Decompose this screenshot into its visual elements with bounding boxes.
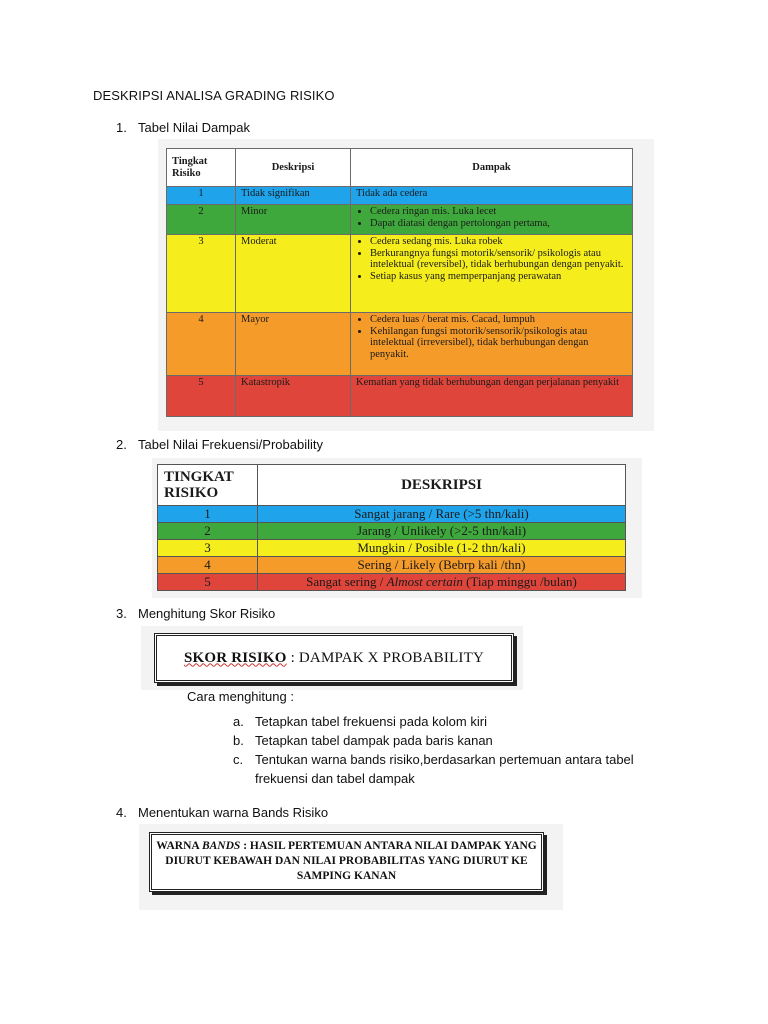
section-label: Menentukan warna Bands Risiko bbox=[138, 805, 329, 820]
cell-level: 4 bbox=[167, 313, 236, 376]
cell-description: Mungkin / Posible (1-2 thn/kali) bbox=[258, 540, 626, 557]
formula-term: SKOR RISIKO bbox=[183, 649, 287, 666]
desc-suffix: (Tiap minggu /bulan) bbox=[462, 574, 577, 589]
impact-item: • Cedera sedang mis. Luka robek bbox=[370, 236, 627, 248]
cell-description: Jarang / Unlikely (>2-5 thn/kali) bbox=[258, 523, 626, 540]
section-heading-2 bbox=[116, 437, 323, 452]
impact-table bbox=[166, 148, 633, 417]
list-item bbox=[233, 731, 663, 750]
header-level: Tingkat Risiko bbox=[167, 149, 236, 187]
formula-rest: : DAMPAK X PROBABILITY bbox=[286, 649, 485, 666]
section-number: 2. bbox=[116, 437, 127, 452]
desc-prefix: Sangat sering / bbox=[306, 574, 387, 589]
calc-intro: Cara menghitung : bbox=[187, 689, 294, 704]
cell-impact bbox=[351, 187, 633, 205]
table-row bbox=[158, 557, 626, 574]
table-row bbox=[167, 376, 633, 417]
probability-table bbox=[157, 464, 626, 591]
section-label: Tabel Nilai Dampak bbox=[138, 120, 250, 135]
impact-item: • Berkurangnya fungsi motorik/sensorik/ psikologis atau intelektual (reversibel), tidak berhubungan dengan penyakit. bbox=[370, 248, 627, 271]
bands-definition-box bbox=[149, 832, 544, 892]
cell-level: 3 bbox=[167, 235, 236, 313]
table-row bbox=[158, 540, 626, 557]
section-label: Tabel Nilai Frekuensi/Probability bbox=[138, 437, 323, 452]
cell-level: 3 bbox=[158, 540, 258, 557]
header-level: TINGKAT RISIKO bbox=[158, 465, 258, 506]
section-heading-4 bbox=[116, 805, 328, 820]
header-description: DESKRIPSI bbox=[258, 465, 626, 506]
document-title: DESKRIPSI ANALISA GRADING RISIKO bbox=[93, 88, 335, 103]
desc-italic: Almost certain bbox=[386, 574, 463, 589]
table-row bbox=[167, 187, 633, 205]
section-label: Menghitung Skor Risiko bbox=[138, 606, 276, 621]
table-row bbox=[167, 235, 633, 313]
impact-text: Tidak ada cedera bbox=[356, 188, 428, 199]
cell-level: 5 bbox=[167, 376, 236, 417]
table-row bbox=[167, 313, 633, 376]
step-letter: a. bbox=[233, 714, 244, 729]
step-letter: c. bbox=[233, 752, 244, 767]
bands-prefix: WARNA bbox=[156, 840, 202, 852]
step-letter: b. bbox=[233, 733, 244, 748]
bands-rest: : HASIL PERTEMUAN ANTARA NILAI DAMPAK YANG DIURUT KEBAWAH DAN NILAI PROBABILITAS YANG DIURUT KE SAMPING KANAN bbox=[165, 840, 537, 882]
section-heading-3 bbox=[116, 606, 275, 621]
calc-steps bbox=[233, 712, 663, 788]
section-number: 3. bbox=[116, 606, 127, 621]
table-row bbox=[158, 523, 626, 540]
cell-description: Tidak signifikan bbox=[236, 187, 351, 205]
cell-level: 1 bbox=[158, 506, 258, 523]
cell-impact bbox=[351, 205, 633, 235]
impact-text: Kematian yang tidak berhubungan dengan perjalanan penyakit bbox=[356, 377, 619, 388]
cell-level: 5 bbox=[158, 574, 258, 591]
cell-level: 2 bbox=[158, 523, 258, 540]
cell-description: Moderat bbox=[236, 235, 351, 313]
cell-level: 2 bbox=[167, 205, 236, 235]
section-heading-1 bbox=[116, 120, 250, 135]
step-text: Tentukan warna bands risiko,berdasarkan pertemuan antara tabel frekuensi dan tabel dampak bbox=[255, 752, 634, 786]
risk-score-formula-box bbox=[154, 633, 514, 683]
step-text: Tetapkan tabel frekuensi pada kolom kiri bbox=[255, 714, 487, 729]
cell-impact bbox=[351, 235, 633, 313]
list-item bbox=[233, 712, 663, 731]
header-description: Deskripsi bbox=[236, 149, 351, 187]
cell-description: Katastropik bbox=[236, 376, 351, 417]
cell-impact bbox=[351, 313, 633, 376]
cell-description: Sangat jarang / Rare (>5 thn/kali) bbox=[258, 506, 626, 523]
cell-description: Sering / Likely (Bebrp kali /thn) bbox=[258, 557, 626, 574]
impact-item: • Cedera luas / berat mis. Cacad, lumpuh bbox=[370, 314, 627, 326]
cell-level: 4 bbox=[158, 557, 258, 574]
section-number: 1. bbox=[116, 120, 127, 135]
table-row bbox=[167, 205, 633, 235]
table-row bbox=[158, 574, 626, 591]
list-item bbox=[233, 750, 663, 788]
cell-description: Mayor bbox=[236, 313, 351, 376]
cell-level: 1 bbox=[167, 187, 236, 205]
table-row bbox=[158, 506, 626, 523]
cell-description: Minor bbox=[236, 205, 351, 235]
cell-impact bbox=[351, 376, 633, 417]
section-number: 4. bbox=[116, 805, 127, 820]
impact-item: • Cedera ringan mis. Luka lecet bbox=[370, 206, 627, 218]
bands-italic: BANDS bbox=[201, 840, 241, 852]
impact-item: • Setiap kasus yang memperpanjang perawatan bbox=[370, 271, 627, 283]
impact-item: • Dapat diatasi dengan pertolongan pertama, bbox=[370, 218, 627, 230]
step-text: Tetapkan tabel dampak pada baris kanan bbox=[255, 733, 493, 748]
header-impact: Dampak bbox=[351, 149, 633, 187]
impact-item: • Kehilangan fungsi motorik/sensorik/psikologis atau intelektual (irreversibel), tidak berhubungan dengan penyakit. bbox=[370, 326, 627, 361]
cell-description bbox=[258, 574, 626, 591]
